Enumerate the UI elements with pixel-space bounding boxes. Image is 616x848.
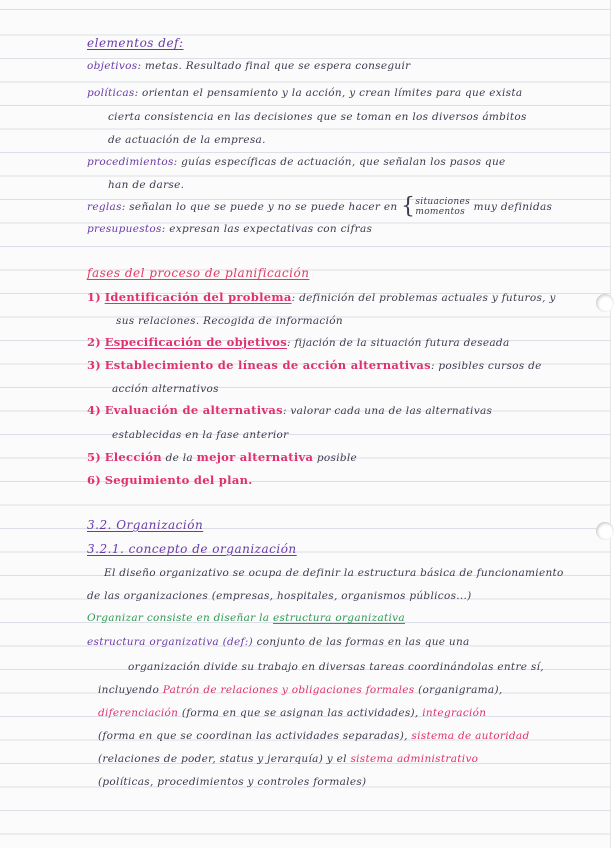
- highlight-term: Patrón de relaciones y obligaciones formales: [162, 684, 415, 696]
- def-presupuestos: [87, 222, 372, 236]
- step-number: 6): [87, 473, 102, 487]
- step-title: Especificación de objetivos: [104, 335, 287, 349]
- step-title: Elección: [104, 450, 162, 464]
- step-text: : definición del problemas actuales y futuros, y: [291, 292, 556, 304]
- green-statement: [87, 611, 405, 625]
- term: políticas: [87, 87, 135, 99]
- def-politicas-cont: cierta consistencia en las decisiones que se toman en los diversos ámbitos: [108, 111, 527, 123]
- statement-text: Organizar consiste en diseñar la: [87, 612, 273, 624]
- step-text: posible: [313, 452, 358, 464]
- step-text: de la: [161, 452, 197, 464]
- def-politicas-cont: de actuación de la empresa.: [108, 134, 266, 146]
- term: objetivos: [87, 60, 138, 72]
- heading-text: 3.2. Organización: [87, 518, 204, 532]
- step-text: : fijación de la situación futura deseada: [287, 337, 510, 349]
- heading-text: elementos def:: [87, 36, 184, 50]
- fase-2: [87, 335, 510, 350]
- fase-3-cont: acción alternativos: [112, 383, 219, 395]
- statement-underlined: estructura organizativa: [272, 612, 405, 624]
- step-text: : posibles cursos de: [430, 360, 542, 372]
- def-procedimientos-cont: han de darse.: [108, 179, 185, 191]
- definition-tail: muy definidas: [473, 201, 553, 213]
- section-fases-title: [87, 266, 309, 280]
- paragraph-line: [98, 683, 503, 697]
- definition-text: : metas. Resultado final que se espera conseguir: [137, 60, 411, 72]
- paragraph-line: organización divide su trabajo en diversas tareas coordinándolas entre sí,: [128, 661, 544, 673]
- step-number: 3): [87, 358, 102, 372]
- definition-text: conjunto de las formas en las que una: [252, 636, 470, 648]
- fase-4-cont: establecidas en la fase anterior: [112, 429, 289, 441]
- paragraph-line: [98, 729, 529, 743]
- punch-hole: [596, 294, 614, 312]
- punch-hole: [596, 522, 614, 540]
- term: reglas: [87, 201, 122, 213]
- def-estructura: [87, 635, 470, 649]
- definition-text: : guías específicas de actuación, que señalan los pasos que: [173, 156, 506, 168]
- fase-5: [87, 450, 357, 465]
- highlight-term: diferenciación: [98, 707, 179, 719]
- fase-6: [87, 473, 253, 488]
- line-text: incluyendo: [98, 684, 163, 696]
- option-bottom: momentos: [415, 207, 466, 217]
- heading-text: 3.2.1. concepto de organización: [87, 542, 297, 556]
- paragraph-line: (políticas, procedimientos y controles formales): [98, 776, 367, 788]
- step-title: Identificación del problema: [104, 290, 292, 304]
- term: procedimientos: [87, 156, 174, 168]
- line-text: (organigrama),: [414, 684, 503, 696]
- highlight-term: sistema de autoridad: [411, 730, 530, 742]
- definition-text: : señalan lo que se puede y no se puede hacer en: [121, 201, 398, 213]
- step-number: 1): [87, 290, 102, 304]
- step-title: Establecimiento de líneas de acción alternativas: [104, 358, 431, 372]
- definition-text: : orientan el pensamiento y la acción, y crean límites para que exista: [134, 87, 523, 99]
- paragraph-line: El diseño organizativo se ocupa de definir la estructura básica de funcionamiento: [104, 567, 564, 579]
- line-text: (forma en que se asignan las actividades),: [178, 707, 423, 719]
- def-reglas: [87, 194, 553, 219]
- step-number: 4): [87, 403, 102, 417]
- highlight-term: integración: [422, 707, 487, 719]
- fase-3: [87, 358, 542, 373]
- fase-4: [87, 403, 492, 418]
- step-number: 2): [87, 335, 102, 349]
- term: presupuestos: [87, 223, 162, 235]
- def-objetivos: [87, 59, 410, 73]
- fase-1: [87, 290, 556, 305]
- heading-text: fases del proceso de planificación: [87, 266, 310, 280]
- def-procedimientos: [87, 155, 506, 169]
- section-organizacion-title: [87, 518, 203, 532]
- line-text: (forma en que se coordinan las actividades separadas),: [98, 730, 412, 742]
- step-title: Seguimiento del plan.: [104, 473, 253, 487]
- highlight-term: sistema administrativo: [350, 753, 479, 765]
- paragraph-line: de las organizaciones (empresas, hospitales, organismos públicos...): [87, 590, 472, 602]
- brace-options: [415, 197, 470, 217]
- curly-brace: {: [401, 194, 416, 219]
- paragraph-line: [98, 706, 486, 720]
- step-title: Evaluación de alternativas: [104, 403, 283, 417]
- term: estructura organizativa (def:): [87, 636, 253, 648]
- fase-1-cont: sus relaciones. Recogida de información: [116, 315, 343, 327]
- paragraph-line: [98, 752, 478, 766]
- option-top: situaciones: [415, 197, 471, 207]
- step-highlight: mejor alternativa: [196, 450, 314, 464]
- section-elementos-title: [87, 36, 184, 50]
- definition-text: : expresan las expectativas con cifras: [161, 223, 373, 235]
- line-text: (relaciones de poder, status y jerarquía) y el: [98, 753, 351, 765]
- step-number: 5): [87, 450, 102, 464]
- step-text: : valorar cada una de las alternativas: [282, 405, 493, 417]
- def-politicas: [87, 86, 522, 100]
- section-concepto-title: [87, 542, 297, 556]
